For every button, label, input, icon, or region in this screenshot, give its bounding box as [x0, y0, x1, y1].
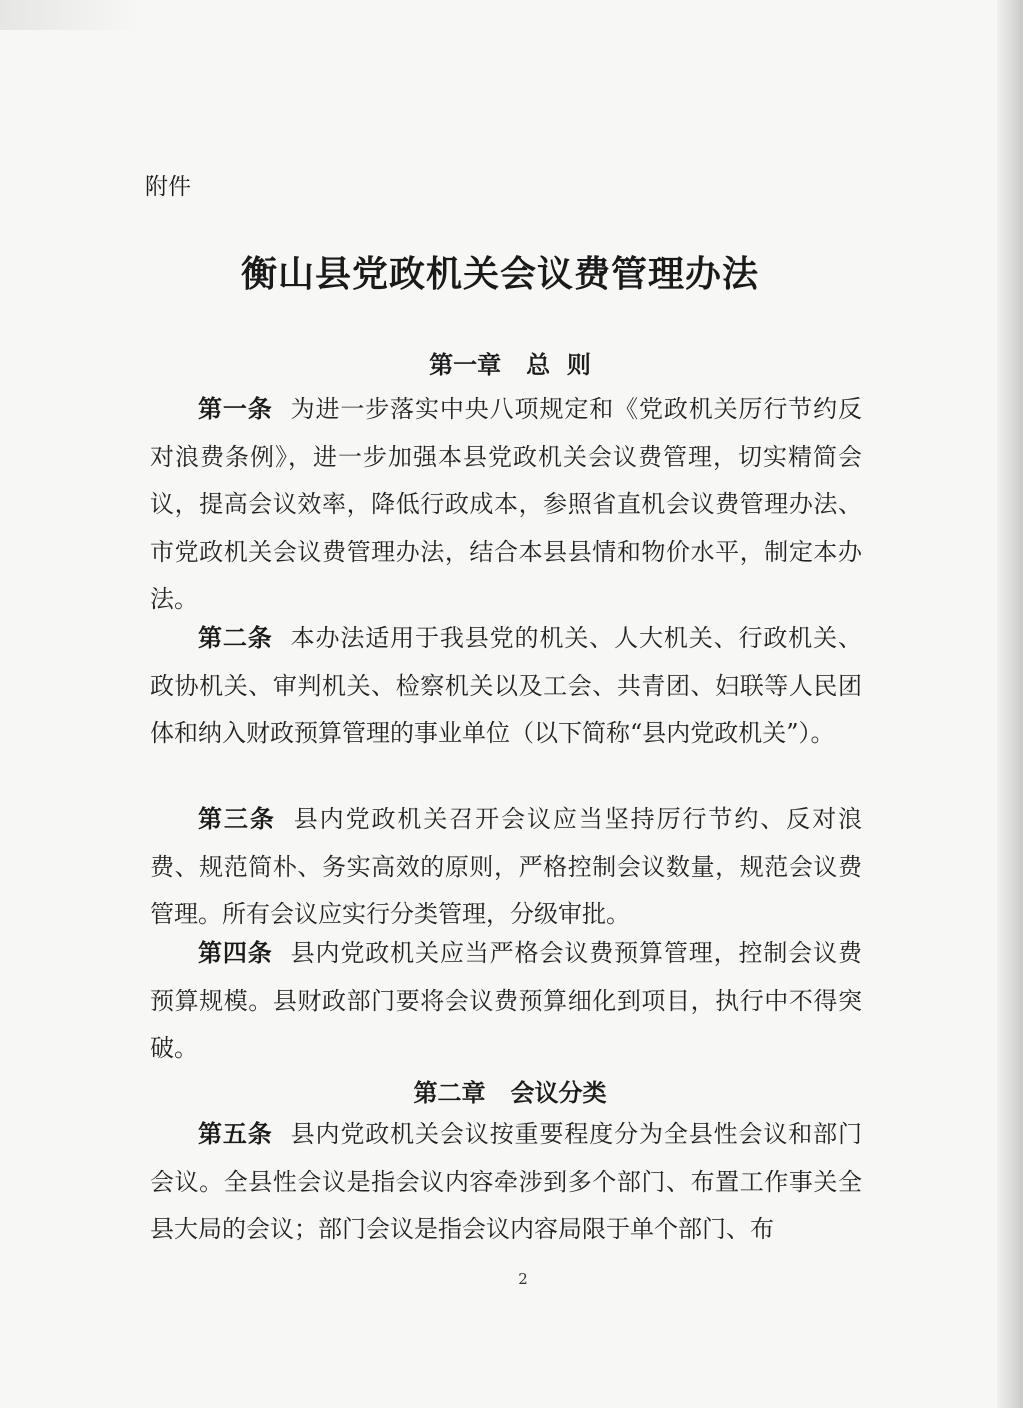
page-number: 2 [518, 1270, 528, 1288]
article-text: 为进一步落实中央八项规定和《党政机关厉行节约反对浪费条例》，进一步加强本县党政机关会议费管理，切实精简会议，提高会议效率，降低行政成本，参照省直机会议费管理办法、市党政机关会议费管理办法，结合本县县情和物价水平，制定本办法。 [150, 395, 862, 613]
chapter-heading: 第一章 总 则 [429, 351, 591, 379]
page-edge-shadow [997, 0, 1023, 1408]
article-label: 第二条 [198, 624, 273, 652]
article-paragraph [150, 796, 862, 939]
article-paragraph [150, 1111, 862, 1254]
article-label: 第四条 [198, 939, 273, 967]
article-text: 县内党政机关应当严格会议费预算管理，控制会议费预算规模。县财政部门要将会议费预算细化到项目，执行中不得突破。 [150, 939, 862, 1062]
chapter-heading: 第二章 会议分类 [413, 1079, 607, 1107]
article-paragraph [150, 930, 862, 1073]
article-text: 县内党政机关召开会议应当坚持厉行节约、反对浪费、规范简朴、务实高效的原则，严格控制会议数量，规范会议费管理。所有会议应实行分类管理，分级审批。 [150, 805, 862, 928]
article-text: 本办法适用于我县党的机关、人大机关、行政机关、政协机关、审判机关、检察机关以及工会、共青团、妇联等人民团体和纳入财政预算管理的事业单位（以下简称“县内党政机关”）。 [150, 624, 862, 747]
article-paragraph [150, 615, 862, 758]
attachment-label: 附件 [145, 174, 191, 200]
scan-artifact [0, 0, 140, 30]
article-label: 第一条 [198, 395, 273, 423]
article-label: 第三条 [198, 805, 276, 833]
article-label: 第五条 [198, 1120, 273, 1148]
document-title: 衡山县党政机关会议费管理办法 [240, 254, 759, 295]
article-paragraph [150, 386, 862, 624]
article-text: 县内党政机关会议按重要程度分为全县性会议和部门会议。全县性会议是指会议内容牵涉到多个部门、布置工作事关全县大局的会议；部门会议是指会议内容局限于单个部门、布 [150, 1120, 862, 1243]
